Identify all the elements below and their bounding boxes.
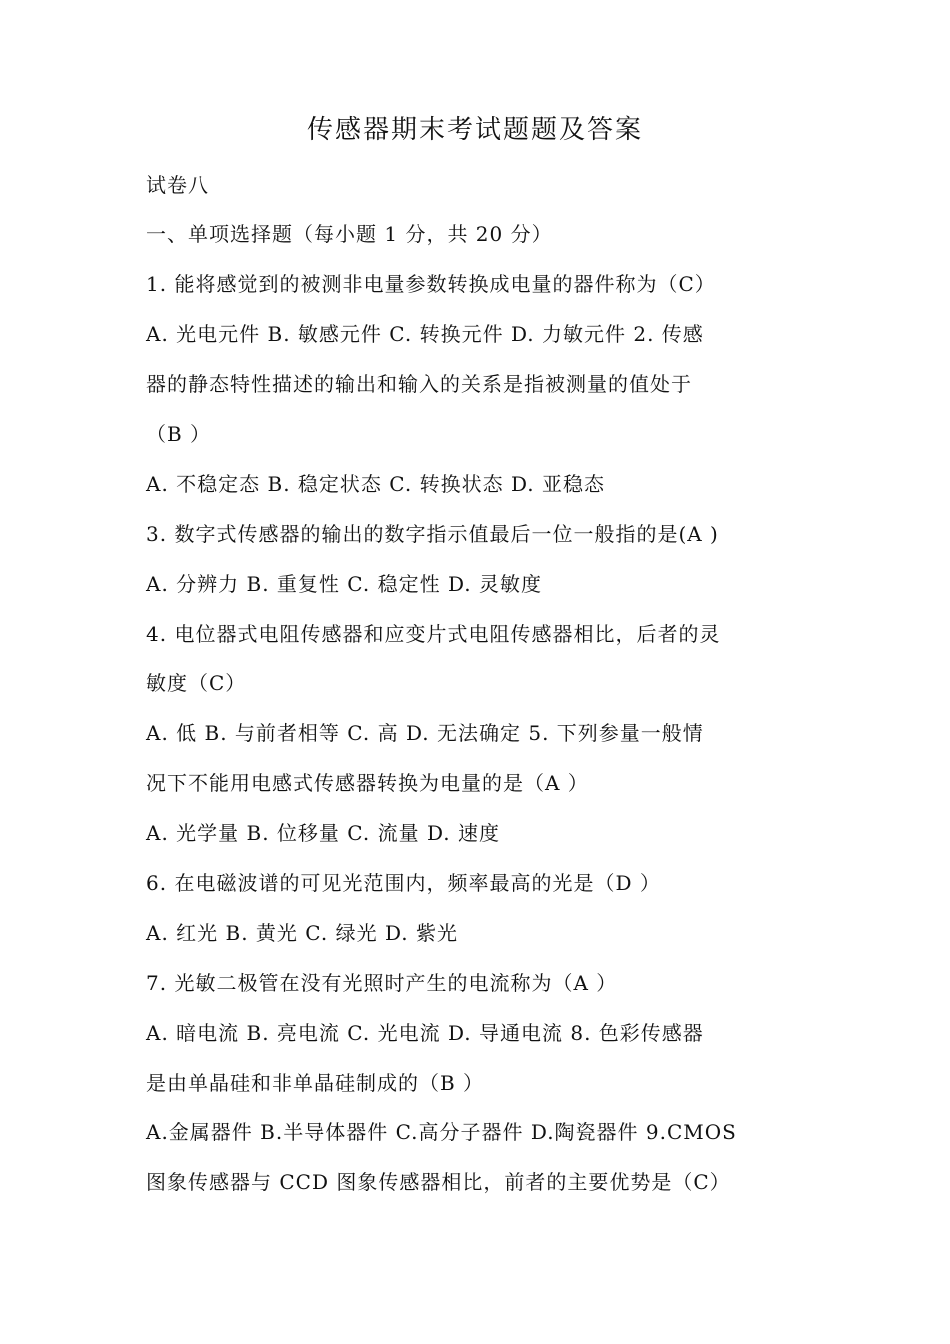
- question-4: 4. 电位器式电阻传感器和应变片式电阻传感器相比，后者的灵: [146, 622, 721, 646]
- options-4: A. 低 B. 与前者相等 C. 高 D. 无法确定 5. 下列参量一般情: [146, 721, 704, 745]
- page-title: 传感器期末考试题题及答案: [306, 115, 643, 145]
- question-7: 7. 光敏二极管在没有光照时产生的电流称为（A ）: [146, 971, 618, 995]
- question-8: 是由单晶硅和非单晶硅制成的（B ）: [146, 1071, 485, 1095]
- question-6: 6. 在电磁波谱的可见光范围内，频率最高的光是（D ）: [146, 871, 661, 895]
- options-3: A. 分辨力 B. 重复性 C. 稳定性 D. 灵敏度: [146, 572, 542, 596]
- options-8: A.金属器件 B.半导体器件 C.高分子器件 D.陶瓷器件 9.CMOS: [146, 1120, 737, 1144]
- section-heading: 一、单项选择题（每小题 1 分，共 20 分）: [146, 222, 553, 246]
- question-3: 3. 数字式传感器的输出的数字指示值最后一位一般指的是(A ): [146, 522, 719, 546]
- section-label: 试卷八: [146, 173, 209, 197]
- question-1: 1. 能将感觉到的被测非电量参数转换成电量的器件称为（C）: [146, 272, 716, 296]
- options-7: A. 暗电流 B. 亮电流 C. 光电流 D. 导通电流 8. 色彩传感器: [146, 1021, 704, 1045]
- options-5: A. 光学量 B. 位移量 C. 流量 D. 速度: [146, 821, 500, 845]
- question-9: 图象传感器与 CCD 图象传感器相比，前者的主要优势是（C）: [146, 1170, 731, 1194]
- question-5: 况下不能用电感式传感器转换为电量的是（A ）: [146, 771, 589, 795]
- options-2: A. 不稳定态 B. 稳定状态 C. 转换状态 D. 亚稳态: [146, 472, 605, 496]
- question-2: 器的静态特性描述的输出和输入的关系是指被测量的值处于: [146, 372, 692, 396]
- question-4-cont: 敏度（C）: [146, 671, 247, 695]
- options-6: A. 红光 B. 黄光 C. 绿光 D. 紫光: [146, 921, 458, 945]
- options-1: A. 光电元件 B. 敏感元件 C. 转换元件 D. 力敏元件 2. 传感: [146, 322, 704, 346]
- question-2-answer: （B ）: [146, 422, 212, 446]
